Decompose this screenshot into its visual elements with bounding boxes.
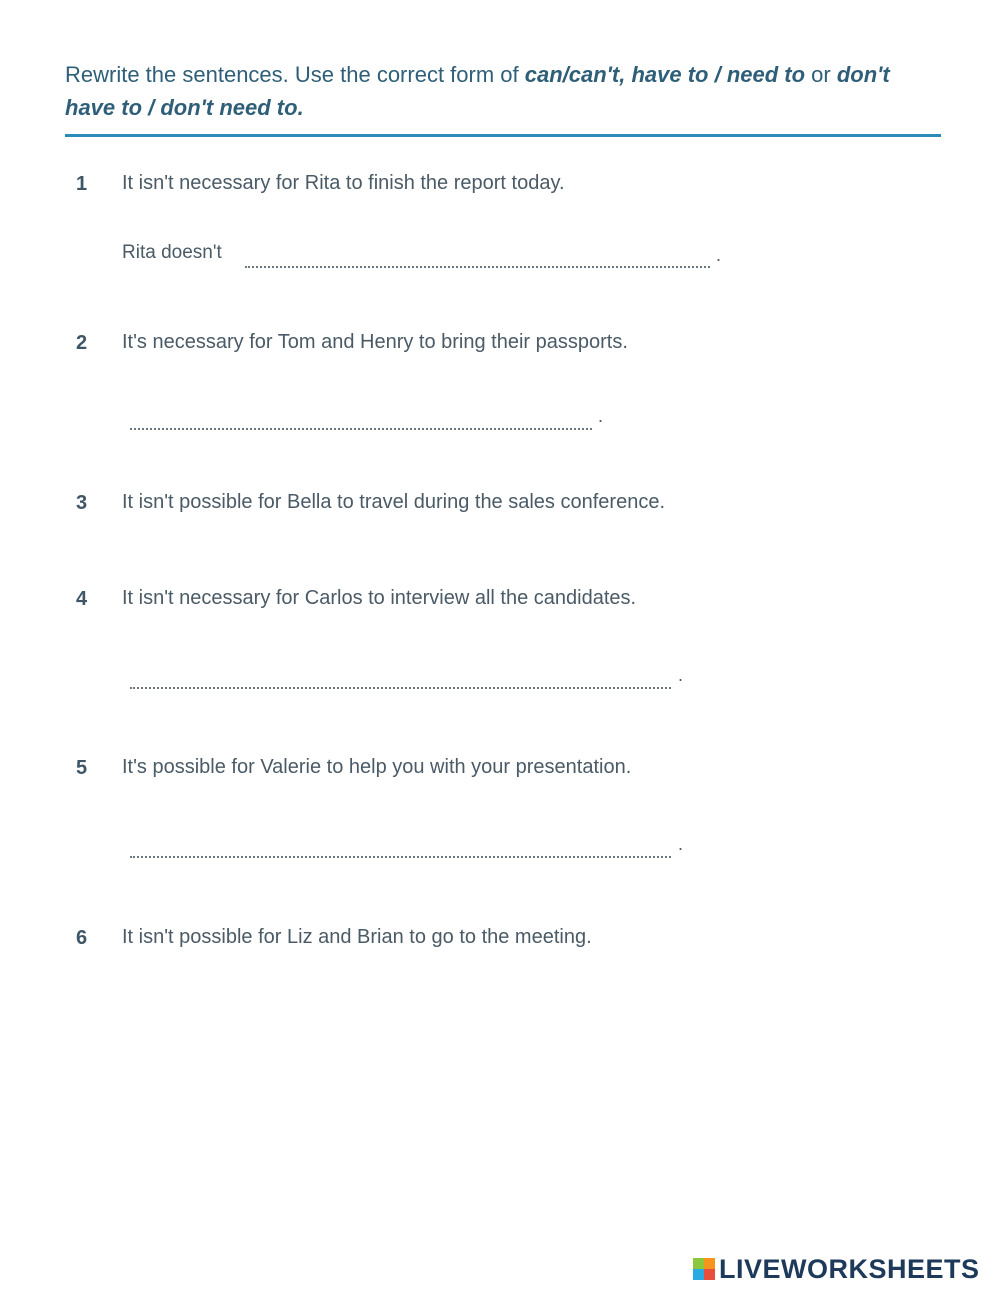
question-number: 4: [76, 588, 88, 610]
question-text: It isn't possible for Liz and Brian to go to the meeting.: [122, 926, 592, 948]
instruction-forms-1: can/can't, have to / need to: [524, 62, 806, 87]
answer-blank[interactable]: [130, 687, 671, 689]
answer-period: .: [598, 406, 604, 426]
answer-period: .: [716, 245, 722, 265]
instruction-lead: Rewrite the sentences. Use the correct form of: [65, 62, 525, 87]
answer-period: .: [678, 665, 684, 685]
liveworksheets-logo-icon: [693, 1258, 715, 1280]
question-number: 5: [76, 757, 88, 779]
answer-period: .: [678, 834, 684, 854]
question-text: It's possible for Valerie to help you with your presentation.: [122, 756, 632, 778]
answer-blank[interactable]: [245, 266, 710, 268]
question-number: 1: [76, 173, 88, 195]
instruction-forms-2: don't have to / don't need to.: [65, 62, 890, 120]
question-text: It isn't necessary for Carlos to interview all the candidates.: [122, 587, 637, 609]
question-text: It isn't necessary for Rita to finish the report today.: [122, 172, 565, 194]
answer-blank[interactable]: [130, 856, 671, 858]
answer-blank[interactable]: [130, 428, 592, 430]
question-number: 3: [76, 492, 88, 514]
liveworksheets-logo[interactable]: [693, 1252, 980, 1286]
question-number: 6: [76, 927, 88, 949]
instruction-or: or: [805, 62, 837, 87]
question-text: It isn't possible for Bella to travel during the sales conference.: [122, 491, 665, 513]
logo-text: LIVEWORKSHEETS: [719, 1253, 980, 1284]
question-text: It's necessary for Tom and Henry to bring their passports.: [122, 331, 628, 353]
question-number: 2: [76, 332, 88, 354]
answer-stem: Rita doesn't: [122, 242, 222, 263]
instruction: [65, 58, 945, 124]
header-divider: [65, 134, 941, 137]
